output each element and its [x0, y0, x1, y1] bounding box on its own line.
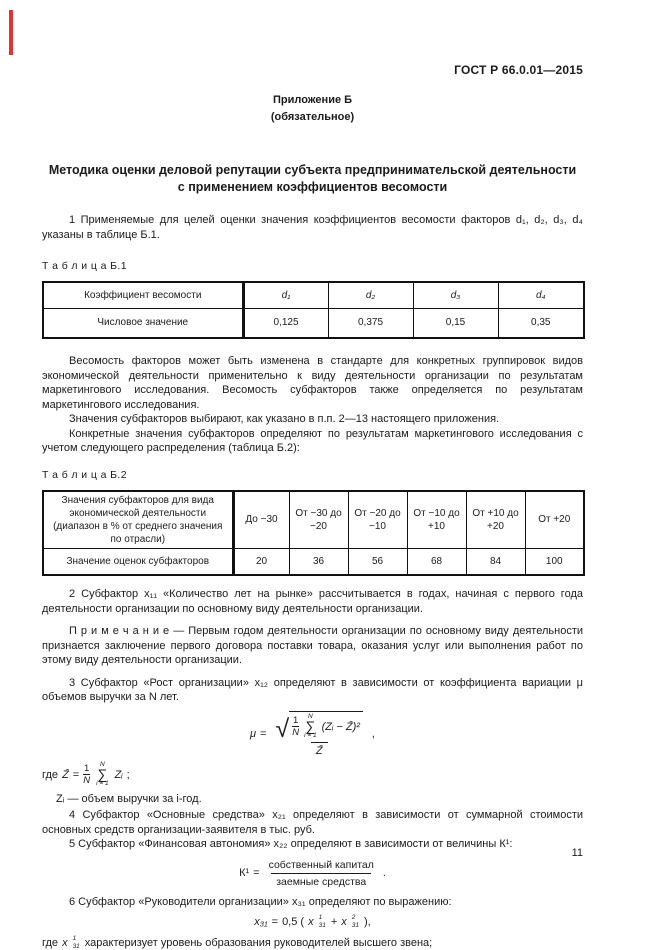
- paragraph-9: 6 Субфактор «Руководители организации» x₃₁ определяют по выражению:: [42, 895, 583, 910]
- sigma-upper-limit: N: [100, 762, 105, 769]
- equals-sign: =: [272, 916, 278, 928]
- paragraph-6: 3 Субфактор «Рост организации» x₁₂ определяют в зависимости от коэффициента вариации μ объемов выручки за N лет.: [42, 676, 583, 705]
- table-b1-value-d1: 0,125: [243, 308, 328, 338]
- comma: ,: [372, 728, 375, 740]
- equals-sign: =: [73, 769, 79, 781]
- formula-zbar-definition: [42, 762, 583, 788]
- table-row: [43, 282, 584, 308]
- x31-1-supsub: [319, 915, 326, 929]
- subscript-31: 31: [319, 923, 326, 930]
- page-title-line1: Методика оценки деловой репутации субъекта предпринимательской деятельности: [42, 162, 583, 179]
- table-b2-score-3: 56: [348, 548, 407, 575]
- paragraph-4: Конкретные значения субфакторов определяют по результатам маркетингового исследования с учетом следующего распределения (таблица Б.2):: [42, 427, 583, 456]
- table-b2-range-2: От −30 до −20: [289, 491, 348, 549]
- appendix-type: (обязательное): [42, 109, 583, 126]
- table-b2-caption: Т а б л и ц а Б.2: [42, 469, 583, 481]
- equity-capital-label: собственный капитал: [264, 859, 379, 873]
- page-title: [42, 162, 583, 196]
- numerator-one: 1: [84, 764, 89, 774]
- table-b1-value-d2: 0,375: [328, 308, 413, 338]
- summation: [304, 714, 316, 740]
- sigma-lower-limit: i = 1: [304, 733, 316, 740]
- where-label: где: [42, 937, 58, 949]
- page-content: [42, 0, 583, 950]
- appendix-heading: [42, 92, 583, 126]
- subscript-31: 31: [352, 923, 359, 930]
- standard-number: ГОСТ Р 66.0.01—2015: [42, 63, 583, 77]
- page-title-line2: с применением коэффициентов весомости: [42, 179, 583, 196]
- paragraph-5: 2 Субфактор x₁₁ «Количество лет на рынке» рассчитывается в годах, начиная с первого года деятельности организации по основному виду деятельности организации.: [42, 587, 583, 616]
- mu-fraction: [270, 711, 367, 757]
- borrowed-funds-label: заемные средства: [271, 873, 371, 888]
- sigma-icon: ∑: [97, 768, 107, 781]
- paragraph-8: 5 Субфактор «Финансовая автономия» x₂₂ определяют в зависимости от величины К¹:: [42, 837, 583, 852]
- x31-where-line: [42, 936, 583, 950]
- x31-1-base: x: [62, 937, 68, 949]
- x31-1-base: x: [308, 916, 314, 928]
- x31-description: характеризует уровень образования руководителей высшего звена;: [85, 937, 432, 949]
- table-b1-value-d3: 0,15: [413, 308, 498, 338]
- summation: [96, 762, 108, 788]
- table-b2-range-4: От −10 до +10: [407, 491, 466, 549]
- table-b1-col-d4: d₄: [498, 282, 584, 308]
- table-b2: [42, 490, 585, 577]
- table-row: [43, 491, 584, 549]
- table-b2-range-5: От +10 до +20: [466, 491, 525, 549]
- equals-sign: =: [260, 728, 266, 740]
- table-b2-score-5: 84: [466, 548, 525, 575]
- k1-fraction: [264, 859, 379, 888]
- table-row: [43, 308, 584, 338]
- table-b2-value-label: Значение оценок субфакторов: [43, 548, 233, 575]
- radical-sign-icon: √: [275, 718, 289, 740]
- semicolon: ;: [127, 769, 130, 781]
- k1-symbol: К¹: [239, 867, 249, 879]
- sigma-icon: ∑: [305, 720, 315, 733]
- x31-2-base: x: [341, 916, 347, 928]
- superscript-1: 1: [319, 915, 323, 922]
- table-b1: [42, 281, 585, 339]
- period: .: [383, 867, 386, 879]
- table-b2-score-4: 68: [407, 548, 466, 575]
- one-over-n-fraction: [292, 716, 299, 737]
- table-b2-score-2: 36: [289, 548, 348, 575]
- table-b2-range-3: От −20 до −10: [348, 491, 407, 549]
- x31-1-supsub: [73, 936, 80, 950]
- paragraph-2: Весомость факторов может быть изменена в стандарте для конкретных группировок видов экономической деятельности применительно к виду деятельности организации по результатам маркетингового исследования. Весомость субфакторов также определяется по результатам маркетингового исследования.: [42, 354, 583, 412]
- page-number: 11: [572, 847, 583, 859]
- x31-2-supsub: [352, 915, 359, 929]
- where-label: где: [42, 769, 58, 781]
- z-mean-denominator: Z̄: [311, 742, 328, 757]
- z-i-symbol: Zᵢ: [115, 769, 123, 781]
- table-b1-caption: Т а б л и ц а Б.1: [42, 260, 583, 272]
- one-over-n-fraction: [83, 764, 90, 785]
- denominator-n: N: [83, 774, 90, 786]
- mu-symbol: μ: [250, 728, 256, 740]
- numerator-one: 1: [293, 716, 298, 726]
- table-row: [43, 548, 584, 575]
- table-b2-range-1: До −30: [233, 491, 289, 549]
- subscript-31: 31: [73, 944, 80, 950]
- table-b1-value-d4: 0,35: [498, 308, 584, 338]
- deviation-expression: (Zᵢ − Z̄)²: [322, 721, 360, 733]
- table-b1-col-d1: d₁: [243, 282, 328, 308]
- sigma-lower-limit: i = 1: [96, 781, 108, 788]
- coefficient: 0,5 (: [282, 916, 304, 928]
- table-b1-col-d3: d₃: [413, 282, 498, 308]
- table-b2-range-6: От +20: [525, 491, 584, 549]
- z-mean-symbol: Z̄: [62, 769, 69, 781]
- table-b2-score-6: 100: [525, 548, 584, 575]
- square-root: [275, 711, 362, 740]
- note-paragraph: П р и м е ч а н и е — Первым годом деятельности организации по основному виду деятельности признается заключение первого договора поставки товара, оказания услуг или выполнения работ по этому виду деятельности организации.: [42, 624, 583, 668]
- plus-sign: +: [331, 916, 337, 928]
- appendix-label: Приложение Б: [42, 92, 583, 109]
- superscript-2: 2: [352, 915, 356, 922]
- table-b1-col-d2: d₂: [328, 282, 413, 308]
- red-margin-mark: [9, 10, 13, 55]
- formula-mu: [42, 711, 583, 757]
- paragraph-3: Значения субфакторов выбирают, как указано в п.п. 2—13 настоящего приложения.: [42, 412, 583, 427]
- closing-paren: ),: [364, 916, 371, 928]
- table-b2-score-1: 20: [233, 548, 289, 575]
- table-b1-header-label: Коэффициент весомости: [43, 282, 243, 308]
- table-b1-value-label: Числовое значение: [43, 308, 243, 338]
- formula-k1: [42, 859, 583, 888]
- paragraph-7: 4 Субфактор «Основные средства» x₂₁ определяют в зависимости от суммарной стоимости основных средств организации-заявителя в тыс. руб.: [42, 808, 583, 837]
- z-i-description: Zᵢ — объем выручки за i-год.: [56, 792, 583, 807]
- x31-symbol: x₃₁: [254, 916, 267, 928]
- paragraph-1: 1 Применяемые для целей оценки значения коэффициентов весомости факторов d₁, d₂, d₃, d₄ указаны в таблице Б.1.: [42, 213, 583, 242]
- table-b2-header-label: Значения субфакторов для вида экономической деятельности (диапазон в % от среднего значения по отрасли): [43, 491, 233, 549]
- formula-x31: [42, 915, 583, 929]
- denominator-n: N: [292, 726, 299, 738]
- equals-sign: =: [253, 867, 259, 879]
- superscript-1: 1: [73, 936, 77, 943]
- sigma-upper-limit: N: [308, 714, 313, 721]
